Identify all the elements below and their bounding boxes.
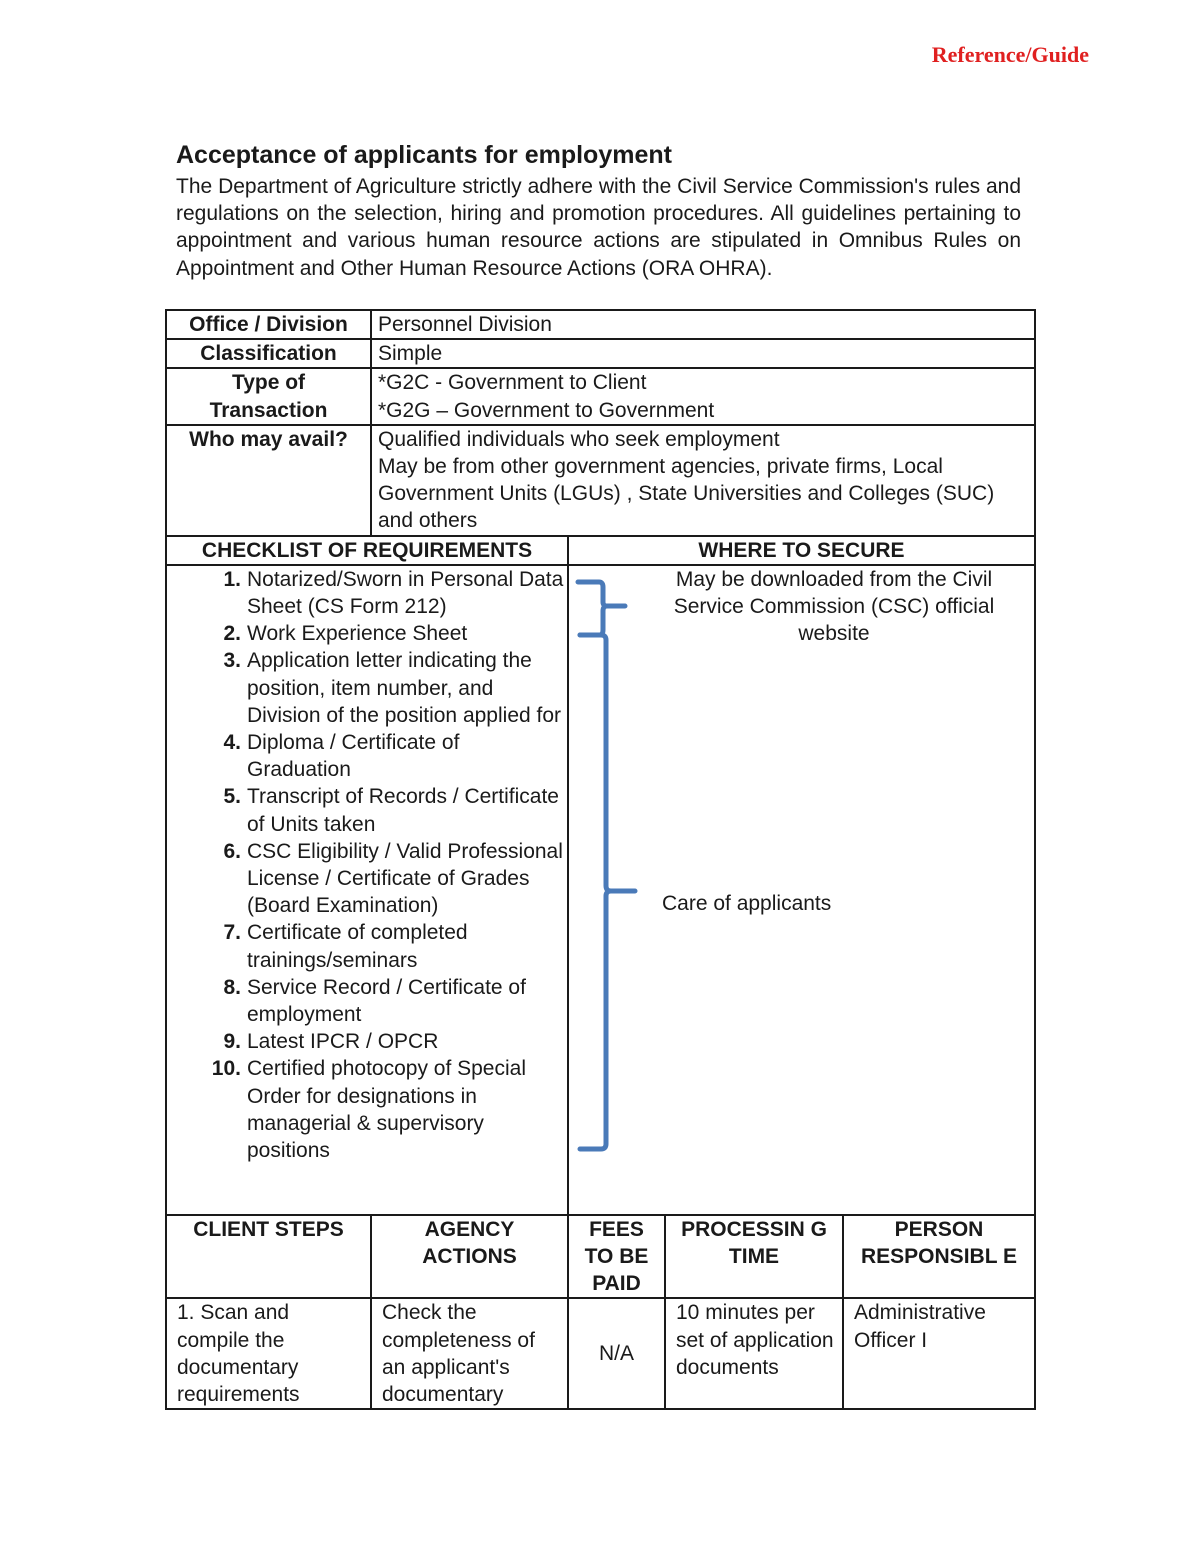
- who-may-avail-line1: Qualified individuals who seek employment: [378, 427, 780, 451]
- requirements-list: [167, 566, 567, 1164]
- who-may-avail-label: Who may avail?: [166, 425, 371, 536]
- requirement-item: [205, 1055, 567, 1164]
- requirement-number: 8.: [223, 975, 241, 999]
- transaction-type-value: [371, 368, 1035, 424]
- document-title: Acceptance of applicants for employment: [176, 141, 672, 169]
- requirement-text: Certificate of completed trainings/seminars: [247, 921, 468, 972]
- requirements-cell: [166, 565, 568, 1215]
- requirement-number: 4.: [223, 731, 241, 755]
- office-label: Office / Division: [166, 310, 371, 339]
- client-steps-header: CLIENT STEPS: [166, 1215, 371, 1299]
- where-care-of-applicants: Care of applicants: [662, 891, 832, 915]
- bracket-graphic: [569, 566, 649, 1166]
- transaction-type-g2c: *G2C - Government to Client: [378, 371, 647, 395]
- where-cell: [568, 565, 1035, 1215]
- requirement-text: Notarized/Sworn in Personal Data Sheet (CS Form 212): [247, 567, 564, 619]
- large-bracket: [580, 635, 635, 1149]
- fees-header: FEES TO BE PAID: [568, 1215, 665, 1299]
- where-content: [569, 566, 1034, 1214]
- requirement-number: 10.: [211, 1057, 241, 1081]
- requirement-item: [205, 566, 567, 620]
- agency-actions-header: AGENCY ACTIONS: [371, 1215, 568, 1299]
- requirement-text: Diploma / Certificate of Graduation: [247, 731, 460, 782]
- requirement-number: 2.: [223, 622, 241, 646]
- requirement-number: 6.: [223, 839, 241, 863]
- who-may-avail-line2: May be from other government agencies, private firms, Local Government Units (LGUs) , State Universities and Colleges (SUC) and others: [378, 455, 995, 533]
- intro-paragraph: The Department of Agriculture strictly adhere with the Civil Service Commission's rules and regulations on the selection, hiring and promotion procedures. All guidelines pertaining to appointment and various human resource actions are stipulated in Omnibus Rules on Appointment and Other Human Resource Actions (ORA OHRA).: [176, 175, 1021, 280]
- requirement-item: [205, 620, 567, 647]
- classification-label: Classification: [166, 339, 371, 368]
- agency-action-cell: Check the completeness of an applicant's documentary: [371, 1298, 568, 1409]
- where-csc-website: May be downloaded from the Civil Service Commission (CSC) official website: [673, 567, 995, 646]
- requirement-number: 5.: [223, 785, 241, 809]
- checklist-table: [165, 535, 1036, 1216]
- requirement-number: 1.: [223, 567, 241, 591]
- where-to-secure-header: WHERE TO SECURE: [568, 536, 1035, 565]
- requirement-item: [205, 919, 567, 973]
- requirement-text: Service Record / Certificate of employment: [247, 975, 526, 1027]
- requirement-text: CSC Eligibility / Valid Professional License / Certificate of Grades (Board Examination): [247, 839, 563, 918]
- classification-value: Simple: [371, 339, 1035, 368]
- requirement-text: Latest IPCR / OPCR: [247, 1030, 439, 1054]
- requirement-item: [205, 838, 567, 920]
- transaction-type-g2g: *G2G – Government to Government: [378, 398, 715, 422]
- requirement-item: [205, 729, 567, 783]
- person-responsible-header: PERSON RESPONSIBL E: [843, 1215, 1035, 1299]
- transaction-type-label: [166, 368, 371, 424]
- requirement-number: 9.: [223, 1030, 241, 1054]
- steps-table: [165, 1214, 1036, 1410]
- transaction-type-label-line1: Type of: [231, 371, 306, 395]
- checklist-header: CHECKLIST OF REQUIREMENTS: [166, 536, 568, 565]
- fees-cell: N/A: [568, 1298, 665, 1409]
- person-responsible-cell: Administrative Officer I: [843, 1298, 1035, 1409]
- service-table: [165, 309, 1034, 1410]
- requirement-text: Certified photocopy of Special Order for designations in managerial & supervisory positions: [247, 1057, 526, 1163]
- transaction-type-label-line2: Transaction: [209, 398, 328, 422]
- requirement-text: Application letter indicating the position, item number, and Division of the position applied for: [247, 649, 562, 727]
- info-table: [165, 309, 1036, 537]
- reference-guide-label: Reference/Guide: [931, 42, 1089, 67]
- requirement-number: 7.: [223, 921, 241, 945]
- requirement-item: [205, 974, 567, 1028]
- processing-time-header: PROCESSIN G TIME: [665, 1215, 843, 1299]
- requirement-item: [205, 783, 567, 837]
- requirement-text: Work Experience Sheet: [247, 622, 468, 646]
- who-may-avail-value: [371, 425, 1035, 536]
- requirement-item: [205, 647, 567, 729]
- processing-time-cell: 10 minutes per set of application documents: [665, 1298, 843, 1409]
- client-step-cell: 1. Scan and compile the documentary requirements: [166, 1298, 371, 1409]
- small-bracket: [578, 582, 625, 635]
- requirement-number: 3.: [223, 649, 241, 673]
- requirement-item: [205, 1028, 567, 1055]
- requirement-text: Transcript of Records / Certificate of Units taken: [247, 785, 559, 836]
- office-value: Personnel Division: [371, 310, 1035, 339]
